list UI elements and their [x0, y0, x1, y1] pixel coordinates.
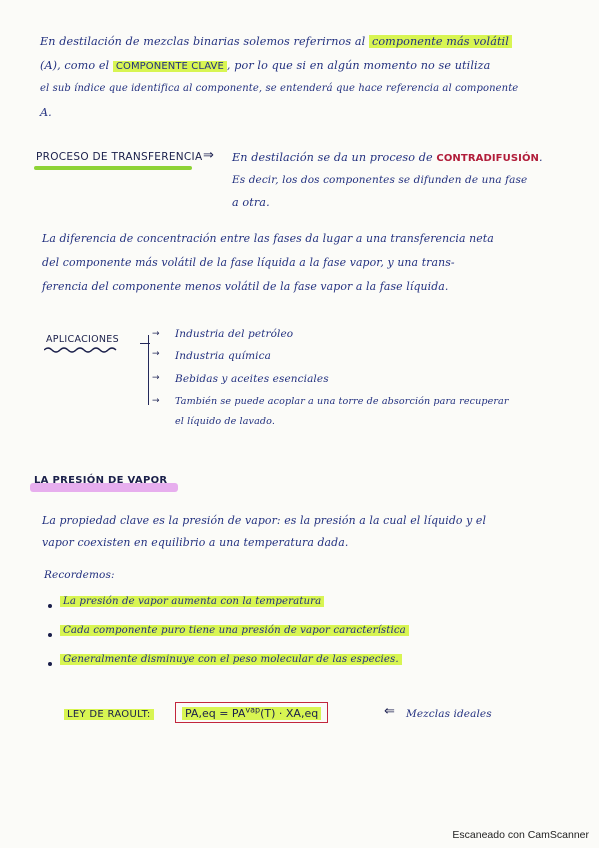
intro-text: En destilación de mezclas binarias solemos referirnos al: [40, 35, 369, 48]
recall-bullet: [60, 654, 402, 665]
bullet-dot: [48, 662, 52, 666]
ideal-mixtures-note: Mezclas ideales: [406, 708, 492, 720]
vapor-line-1: La propiedad clave es la presión de vapor: es la presión a la cual el líquido y el: [42, 514, 487, 527]
intro-line-4: A.: [40, 106, 52, 119]
bracket-arrow-icon: →: [152, 329, 160, 339]
raoult-label: [64, 709, 154, 720]
bracket-arrow-icon: →: [152, 373, 160, 383]
formula-left: PA,eq = PA: [185, 706, 246, 720]
bracket-arrow-icon: →: [152, 396, 160, 406]
counterdiffusion-term: CONTRADIFUSIÓN: [436, 153, 540, 164]
transfer-line-1: [232, 151, 543, 164]
transfer-line-2: Es decir, los dos componentes se difunden de una fase: [232, 174, 528, 186]
application-item: También se puede acoplar a una torre de absorción para recuperar: [175, 396, 509, 407]
scanner-watermark: Escaneado con CamScanner: [452, 829, 589, 841]
formula-right: (T) · XA,eq: [260, 706, 319, 720]
formula: [182, 707, 321, 720]
vapor-heading: LA PRESIÓN DE VAPOR: [34, 475, 168, 486]
highlighted-text: Generalmente disminuye con el peso molecular de las especies.: [60, 654, 402, 665]
transfer-text: .: [539, 151, 543, 164]
vapor-line-2: vapor coexisten en equilibrio a una temperatura dada.: [42, 536, 349, 549]
application-item: Bebidas y aceites esenciales: [175, 373, 329, 385]
raoult-formula-box: [175, 702, 328, 723]
application-item: Industria química: [175, 350, 271, 362]
left-double-arrow-icon: ⇐: [384, 704, 395, 719]
intro-line-2: [40, 59, 490, 72]
transfer-heading: PROCESO DE TRANSFERENCIA: [36, 151, 203, 163]
intro-text: como el: [64, 59, 113, 72]
highlighted-text: La presión de vapor aumenta con la temperatura: [60, 596, 324, 607]
concentration-line-1: La diferencia de concentración entre las fases da lugar a una transferencia neta: [42, 232, 494, 245]
transfer-text: En destilación se da un proceso de: [232, 151, 437, 164]
highlighted-text: LEY DE RAOULT:: [64, 709, 154, 720]
recall-bullet: [60, 625, 409, 636]
application-item: Industria del petróleo: [175, 328, 294, 340]
recall-bullet: [60, 596, 324, 607]
intro-line-1: [40, 35, 512, 48]
highlight-most-volatile: componente más volátil: [369, 35, 512, 48]
bracket-arrow-icon: →: [152, 349, 160, 359]
transfer-line-3: a otra.: [232, 196, 270, 209]
concentration-line-3: ferencia del componente menos volátil de la fase vapor a la fase líquida.: [42, 280, 449, 293]
right-double-arrow-icon: ⇒: [203, 148, 214, 163]
highlight-key-component: COMPONENTE CLAVE: [113, 61, 227, 72]
intro-line-3: el sub índice que identifica al componente, se entenderá que hace referencia al componente: [40, 83, 519, 94]
bullet-dot: [48, 633, 52, 637]
application-item-continued: el líquido de lavado.: [175, 416, 275, 427]
applications-heading: APLICACIONES: [46, 334, 119, 345]
recall-label: Recordemos:: [44, 569, 115, 581]
intro-text: , por lo que si en algún momento no se utiliza: [226, 59, 491, 72]
formula-superscript: vap: [245, 705, 261, 714]
wavy-underline: [44, 346, 120, 354]
bullet-dot: [48, 604, 52, 608]
concentration-line-2: del componente más volátil de la fase líquida a la fase vapor, y una trans-: [42, 256, 455, 269]
applications-bracket: [148, 335, 149, 405]
green-underline: [34, 166, 192, 170]
intro-text: (A),: [40, 59, 65, 72]
bracket-tick: [140, 343, 150, 344]
highlighted-text: Cada componente puro tiene una presión de vapor característica: [60, 625, 409, 636]
